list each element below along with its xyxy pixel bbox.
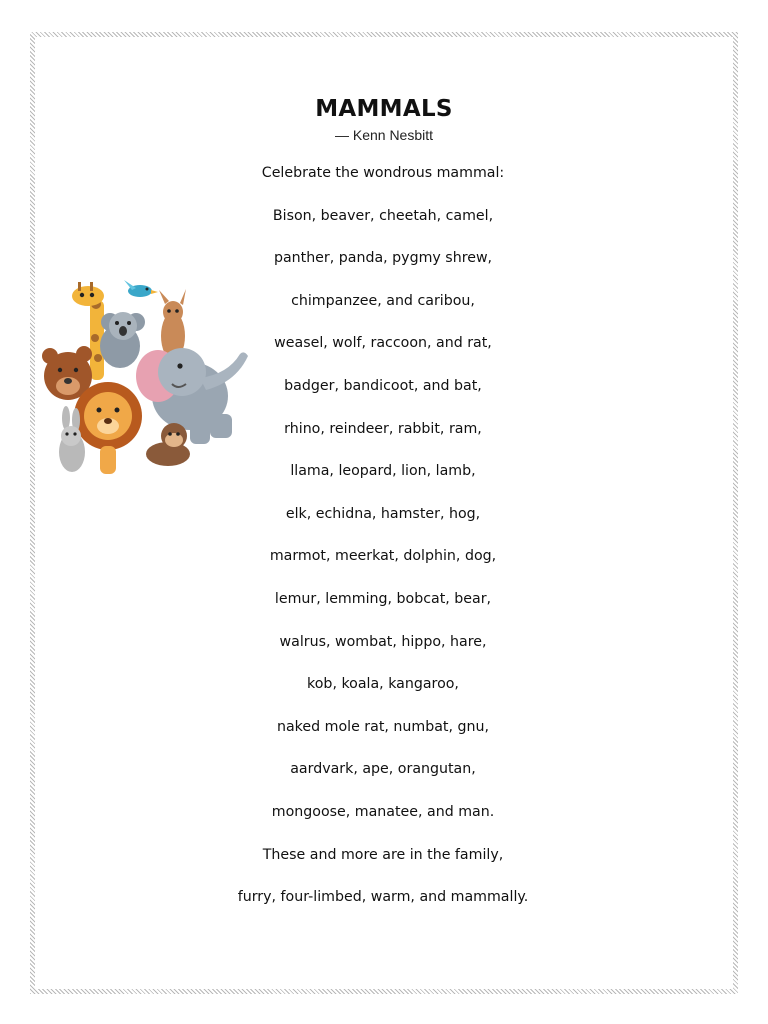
poem-title: MAMMALS — [315, 96, 453, 122]
poem-line: Bison, beaver, cheetah, camel, — [272, 207, 494, 224]
poem-line: panther, panda, pygmy shrew, — [273, 250, 493, 267]
poem-line: mongoose, manatee, and man. — [271, 803, 495, 820]
poem-line: lemur, lemming, bobcat, bear, — [274, 590, 492, 607]
poem-line: marmot, meerkat, dolphin, dog, — [269, 548, 497, 565]
poem-line: badger, bandicoot, and bat, — [284, 377, 482, 394]
poem-line: walrus, wombat, hippo, hare, — [279, 633, 487, 650]
poem-line: These and more are in the family, — [262, 846, 504, 863]
poem-line: chimpanzee, and caribou, — [291, 292, 475, 309]
poem-line: weasel, wolf, raccoon, and rat, — [274, 335, 492, 352]
poem-line: elk, echidna, hamster, hog, — [285, 505, 481, 522]
poem-author: — Kenn Nesbitt — [334, 127, 434, 143]
animals-illustration — [40, 278, 252, 482]
poem-line: aardvark, ape, orangutan, — [290, 761, 476, 778]
poem-line: rhino, reindeer, rabbit, ram, — [284, 420, 482, 437]
poem-line: llama, leopard, lion, lamb, — [290, 463, 476, 480]
lion-icon — [74, 382, 142, 474]
poem-line: kob, koala, kangaroo, — [307, 676, 459, 693]
poem-line: naked mole rat, numbat, gnu, — [276, 718, 489, 735]
koala-icon — [100, 312, 145, 368]
bird-icon — [124, 280, 158, 297]
poem-line: furry, four-limbed, warm, and mammally. — [237, 889, 529, 906]
monkey-icon — [146, 423, 190, 466]
poem-lines — [200, 162, 566, 929]
poem-line: Celebrate the wondrous mammal: — [261, 165, 505, 181]
elephant-icon — [136, 348, 248, 444]
